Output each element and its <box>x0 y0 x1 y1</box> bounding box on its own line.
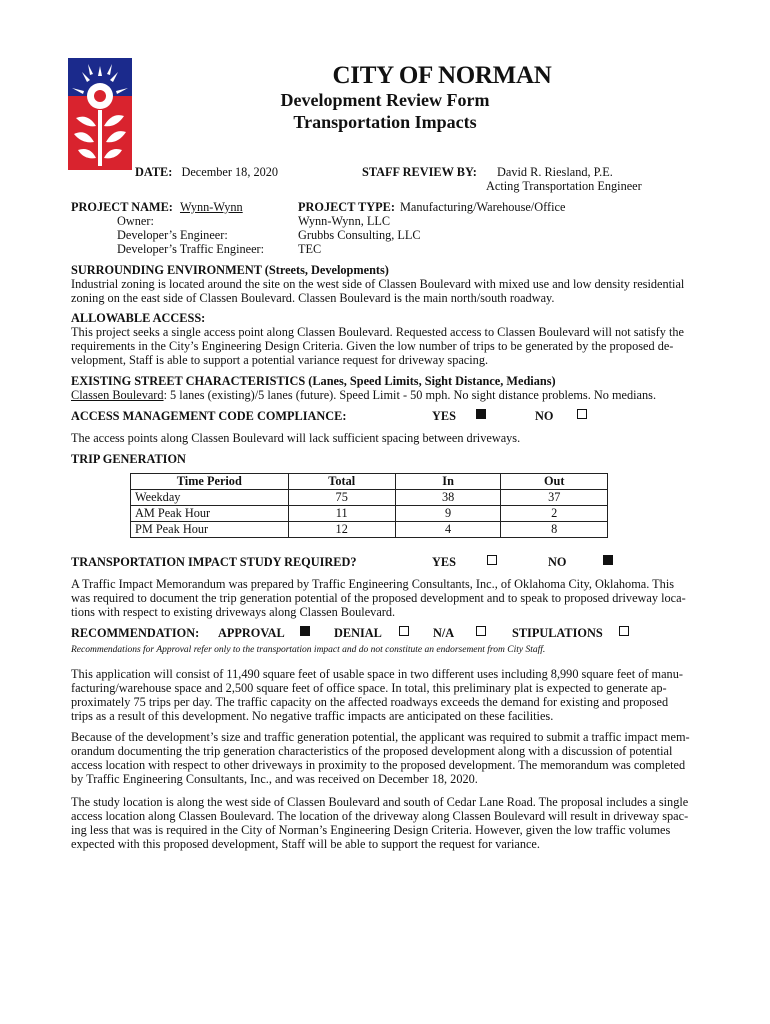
table-row <box>131 490 608 506</box>
access-line-1: This project seeks a single access point along Classen Boulevard. Requested access to Classen Boulevard will not satisfy the <box>71 325 684 339</box>
table-cell: 12 <box>288 522 395 538</box>
denial-checkbox[interactable] <box>399 626 409 636</box>
form-subtitle: Transportation Impacts <box>293 112 477 132</box>
traffic-engineer-label: Developer’s Traffic Engineer: <box>117 242 265 256</box>
paragraph-1-line-4: trips as a result of this development. No negative traffic impacts are anticipated on these facilities. <box>71 709 554 723</box>
column-header: Out <box>501 474 608 490</box>
table-cell: 75 <box>288 490 395 506</box>
project-type-label: PROJECT TYPE: <box>298 200 395 214</box>
project-type-row <box>298 200 565 214</box>
project-name-label: PROJECT NAME: <box>71 200 173 214</box>
approval-label: APPROVAL <box>218 626 285 640</box>
tis-no-checkbox[interactable] <box>603 555 613 565</box>
surrounding-line-1: Industrial zoning is located around the site on the west side of Classen Boulevard with mixed use and low density residential <box>71 277 685 291</box>
table-cell: Weekday <box>131 490 289 506</box>
street-detail-row <box>71 388 656 402</box>
tis-no-label: NO <box>548 555 567 569</box>
tis-heading: TRANSPORTATION IMPACT STUDY REQUIRED? <box>71 555 357 569</box>
project-type-value: Manufacturing/Warehouse/Office <box>400 200 566 214</box>
compliance-yes-checkbox[interactable] <box>476 409 486 419</box>
paragraph-1-line-3: proximately 75 trips per day. The traffic capacity on the affected roadways exceeds the demand for existing and proposed <box>71 695 669 709</box>
tis-line-3: tions with respect to existing driveways along Classen Boulevard. <box>71 605 396 619</box>
compliance-heading: ACCESS MANAGEMENT CODE COMPLIANCE: <box>71 409 347 423</box>
table-cell: PM Peak Hour <box>131 522 289 538</box>
table-cell: 38 <box>395 490 501 506</box>
engineer-value: Grubbs Consulting, LLC <box>298 228 421 242</box>
engineer-label: Developer’s Engineer: <box>117 228 228 242</box>
owner-label: Owner: <box>117 214 154 228</box>
surrounding-line-2: zoning on the east side of Classen Boulevard. Classen Boulevard is the main north/south roadway. <box>71 291 555 305</box>
project-name-row <box>71 200 243 214</box>
date-row <box>135 165 278 179</box>
project-name-value: Wynn-Wynn <box>179 200 243 214</box>
access-line-3: velopment, Staff is able to support a potential variance request for driveway spacing. <box>71 353 489 367</box>
paragraph-1-line-2: facturing/warehouse space and 2,500 square feet of office space. In total, this preliminary plat is expected to generate ap- <box>71 681 667 695</box>
street-detail: : 5 lanes (existing)/5 lanes (future). Speed Limit - 50 mph. No sight distance problems. No medians. <box>163 388 657 402</box>
paragraph-3-line-1: The study location is along the west side of Classen Boulevard and south of Cedar Lane Road. The proposal includes a single <box>71 795 689 809</box>
tis-line-2: was required to document the trip generation potential of the proposed development and to speak to proposed driveway loca- <box>71 591 686 605</box>
paragraph-3-line-4: expected with this proposed development, Staff will be able to support the request for variance. <box>71 837 540 851</box>
denial-label: DENIAL <box>334 626 382 640</box>
table-row <box>131 506 608 522</box>
table-cell: 8 <box>501 522 608 538</box>
recommendation-note: Recommendations for Approval refer only to the transportation impact and do not constitute an endorsement from City Staff. <box>71 645 546 655</box>
date-label: DATE: <box>135 165 173 179</box>
table-header-row <box>131 474 608 490</box>
table-cell: 11 <box>288 506 395 522</box>
compliance-no-checkbox[interactable] <box>577 409 587 419</box>
paragraph-2-line-3: access location with respect to other driveways in proximity to the proposed development. The memorandum was completed <box>71 758 686 772</box>
stipulations-checkbox[interactable] <box>619 626 629 636</box>
street-road-name: Classen Boulevard <box>71 388 164 402</box>
column-header: Total <box>288 474 395 490</box>
date-value: December 18, 2020 <box>181 165 279 179</box>
surrounding-heading: SURROUNDING ENVIRONMENT (Streets, Developments) <box>71 263 389 277</box>
paragraph-2-line-2: orandum documenting the trip generation characteristics of the proposed development along with a discussion of potential <box>71 744 673 758</box>
staff-title: Acting Transportation Engineer <box>486 179 642 193</box>
na-label: N/A <box>433 626 455 640</box>
tis-yes-label: YES <box>432 555 456 569</box>
table-cell: 4 <box>395 522 501 538</box>
paragraph-1-line-1: This application will consist of 11,490 square feet of usable space in two different uses including 8,990 square feet of manu- <box>71 667 683 681</box>
access-line-2: requirements in the City’s Engineering Design Criteria. Given the low number of trips to be generated by the proposed de- <box>71 339 674 353</box>
table-cell: 37 <box>501 490 608 506</box>
column-header: Time Period <box>131 474 289 490</box>
traffic-engineer-value: TEC <box>298 242 322 256</box>
compliance-yes-label: YES <box>432 409 456 423</box>
trip-heading: TRIP GENERATION <box>71 452 186 466</box>
table-row <box>131 522 608 538</box>
column-header: In <box>395 474 501 490</box>
recommendation-heading: RECOMMENDATION: <box>71 626 200 640</box>
table-cell: 2 <box>501 506 608 522</box>
compliance-no-label: NO <box>535 409 554 423</box>
staff-name: David R. Riesland, P.E. <box>497 165 613 179</box>
table-cell: 9 <box>395 506 501 522</box>
paragraph-3-line-3: ing less that was is required in the City of Norman’s Engineering Design Criteria. However, given the low traffic volumes <box>71 823 671 837</box>
paragraph-2-line-4: by Traffic Engineering Consultants, Inc., and was received on December 18, 2020. <box>71 772 478 786</box>
stipulations-label: STIPULATIONS <box>512 626 603 640</box>
street-heading: EXISTING STREET CHARACTERISTICS (Lanes, Speed Limits, Sight Distance, Medians) <box>71 374 556 388</box>
trip-generation-table <box>130 473 608 538</box>
access-heading: ALLOWABLE ACCESS: <box>71 311 206 325</box>
na-checkbox[interactable] <box>476 626 486 636</box>
owner-value: Wynn-Wynn, LLC <box>298 214 391 228</box>
paragraph-3-line-2: access location along Classen Boulevard. The location of the driveway along Classen Boulevard will result in driveway spac- <box>71 809 689 823</box>
tis-yes-checkbox[interactable] <box>487 555 497 565</box>
city-title: CITY OF NORMAN <box>332 62 552 89</box>
compliance-note: The access points along Classen Boulevard will lack sufficient spacing between driveways. <box>71 431 521 445</box>
paragraph-2-line-1: Because of the development’s size and traffic generation potential, the applicant was required to submit a traffic impact mem- <box>71 730 690 744</box>
staff-label: STAFF REVIEW BY: <box>362 165 477 179</box>
tis-line-1: A Traffic Impact Memorandum was prepared by Traffic Engineering Consultants, Inc., of Oklahoma City, Oklahoma. This <box>71 577 675 591</box>
table-cell: AM Peak Hour <box>131 506 289 522</box>
approval-checkbox[interactable] <box>300 626 310 636</box>
form-title: Development Review Form <box>280 90 490 110</box>
